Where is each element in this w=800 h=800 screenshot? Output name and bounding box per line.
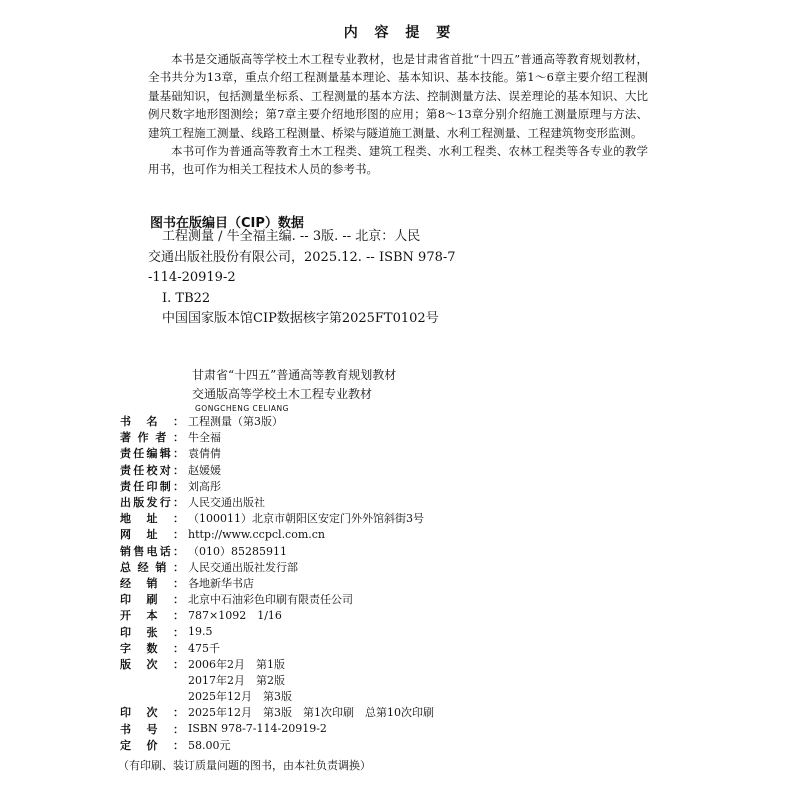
cip-line: Ⅰ. TB22	[162, 290, 211, 306]
detail-row	[120, 526, 680, 542]
detail-value: 2006年2月 第1版	[188, 657, 285, 671]
detail-label: 地 址 ：	[120, 512, 184, 526]
series-line: 甘肃省“十四五”普通高等教育规划教材	[192, 368, 397, 382]
detail-label: 责 任 编 辑 ：	[120, 447, 184, 461]
detail-label: 版 次 ：	[120, 657, 184, 671]
cip-line: 工程测量 / 牛全福主编. -- 3版. -- 北京：人民	[162, 229, 421, 244]
detail-label: 网 址 ：	[120, 528, 184, 542]
detail-row	[120, 510, 680, 526]
summary-paragraph-2: 本书可作为普通高等教育土木工程类、建筑工程类、水利工程类、农林工程类等各专业的教学用书，也可作为相关工程技术人员的参考书。	[148, 144, 648, 177]
detail-row	[120, 429, 680, 445]
detail-value: 刘高彤	[188, 479, 221, 493]
detail-value: http://www.ccpcl.com.cn	[188, 527, 326, 541]
summary-paragraph-1: 本书是交通版高等学校土木工程专业教材，也是甘肃省首批“十四五”普通高等教育规划教材，全书共分为13章，重点介绍工程测量基本理论、基本知识、基本技能。第1～6章主要介绍工程测量基础知识，包括测量坐标系、工程测量的基本方法、控制测量方法、误差理论的基本知识、大比例尺数字地形图测绘；第7章主要介绍地形图的应用；第8～13章分别介绍施工测量原理与方法、建筑工程施工测量、线路工程测量、桥梁与隧道施工测量、水利工程测量、工程建筑物变形监测。	[148, 52, 648, 140]
detail-row	[120, 623, 680, 639]
detail-row	[120, 413, 680, 429]
detail-row	[120, 672, 680, 688]
detail-value: 787×1092 1/16	[188, 609, 282, 623]
detail-value: 2017年2月 第2版	[188, 674, 285, 688]
detail-label: 总 经 销 ：	[120, 560, 184, 574]
detail-value: 袁倩倩	[188, 447, 221, 461]
detail-label: 定 价 ：	[120, 738, 184, 752]
page-title: 内 容 提 要	[343, 25, 457, 41]
detail-value: 工程测量（第3版）	[188, 415, 283, 429]
detail-row	[120, 559, 680, 575]
cip-line: 中国国家版本馆CIP数据核字第2025FT0102号	[162, 311, 439, 326]
detail-value: 人民交通出版社发行部	[188, 560, 298, 574]
detail-label: 印 刷 ：	[120, 593, 184, 607]
detail-row	[120, 607, 680, 623]
detail-value: 19.5	[188, 625, 213, 639]
detail-row	[120, 494, 680, 510]
detail-label: 书 号 ：	[120, 722, 184, 736]
detail-label: 责 任 印 制 ：	[120, 479, 184, 493]
detail-row	[120, 640, 680, 656]
detail-value: 各地新华书店	[188, 576, 254, 590]
detail-label: 字 数 ：	[120, 641, 184, 655]
quality-notice: （有印刷、装订质量问题的图书，由本社负责调换）	[118, 759, 371, 772]
detail-label: 销 售 电 话 ：	[120, 544, 184, 558]
detail-row	[120, 591, 680, 607]
detail-value: 赵媛媛	[188, 463, 221, 477]
detail-row	[120, 656, 680, 672]
cip-block	[148, 227, 648, 330]
detail-row	[120, 478, 680, 494]
detail-row	[120, 462, 680, 478]
detail-value: （100011）北京市朝阳区安定门外外馆斜街3号	[188, 512, 424, 526]
cip-line: -114-20919-2	[148, 270, 236, 285]
cip-line: 交通出版社股份有限公司，2025.12. -- ISBN 978-7	[148, 249, 456, 265]
detail-value: 2025年12月 第3版	[188, 690, 292, 704]
detail-value: 牛全福	[188, 431, 221, 445]
detail-value: 58.00元	[188, 738, 231, 752]
detail-row	[120, 575, 680, 591]
detail-value: 2025年12月 第3版 第1次印刷 总第10次印刷	[188, 706, 434, 720]
detail-row	[120, 445, 680, 461]
cip-heading: 图书在版编目（CIP）数据	[150, 216, 304, 231]
detail-row	[120, 688, 680, 704]
publication-details	[120, 413, 680, 753]
detail-label: 书 名 ：	[120, 415, 184, 429]
detail-label: 印 次 ：	[120, 706, 184, 720]
detail-value: 北京中石油彩色印刷有限责任公司	[188, 593, 353, 607]
detail-label: 经 销 ：	[120, 576, 184, 590]
detail-value: 人民交通出版社	[188, 496, 265, 510]
detail-label: 印 张 ：	[120, 625, 184, 639]
series-line: 交通版高等学校土木工程专业教材	[192, 387, 373, 401]
detail-label: 著 作 者 ：	[120, 431, 184, 445]
detail-row	[120, 543, 680, 559]
detail-value: ISBN 978-7-114-20919-2	[188, 722, 327, 736]
series-block	[192, 366, 396, 404]
detail-value: （010）85285911	[188, 544, 287, 558]
detail-row	[120, 704, 680, 720]
detail-label: 责 任 校 对 ：	[120, 463, 184, 477]
detail-row	[120, 737, 680, 753]
detail-value: 475千	[188, 641, 220, 655]
detail-label: 出 版 发 行 ：	[120, 496, 184, 510]
detail-row	[120, 721, 680, 737]
pinyin-title: GONGCHENG CELIANG	[195, 404, 289, 413]
summary-section	[148, 50, 648, 179]
detail-label: 开 本 ：	[120, 609, 184, 623]
